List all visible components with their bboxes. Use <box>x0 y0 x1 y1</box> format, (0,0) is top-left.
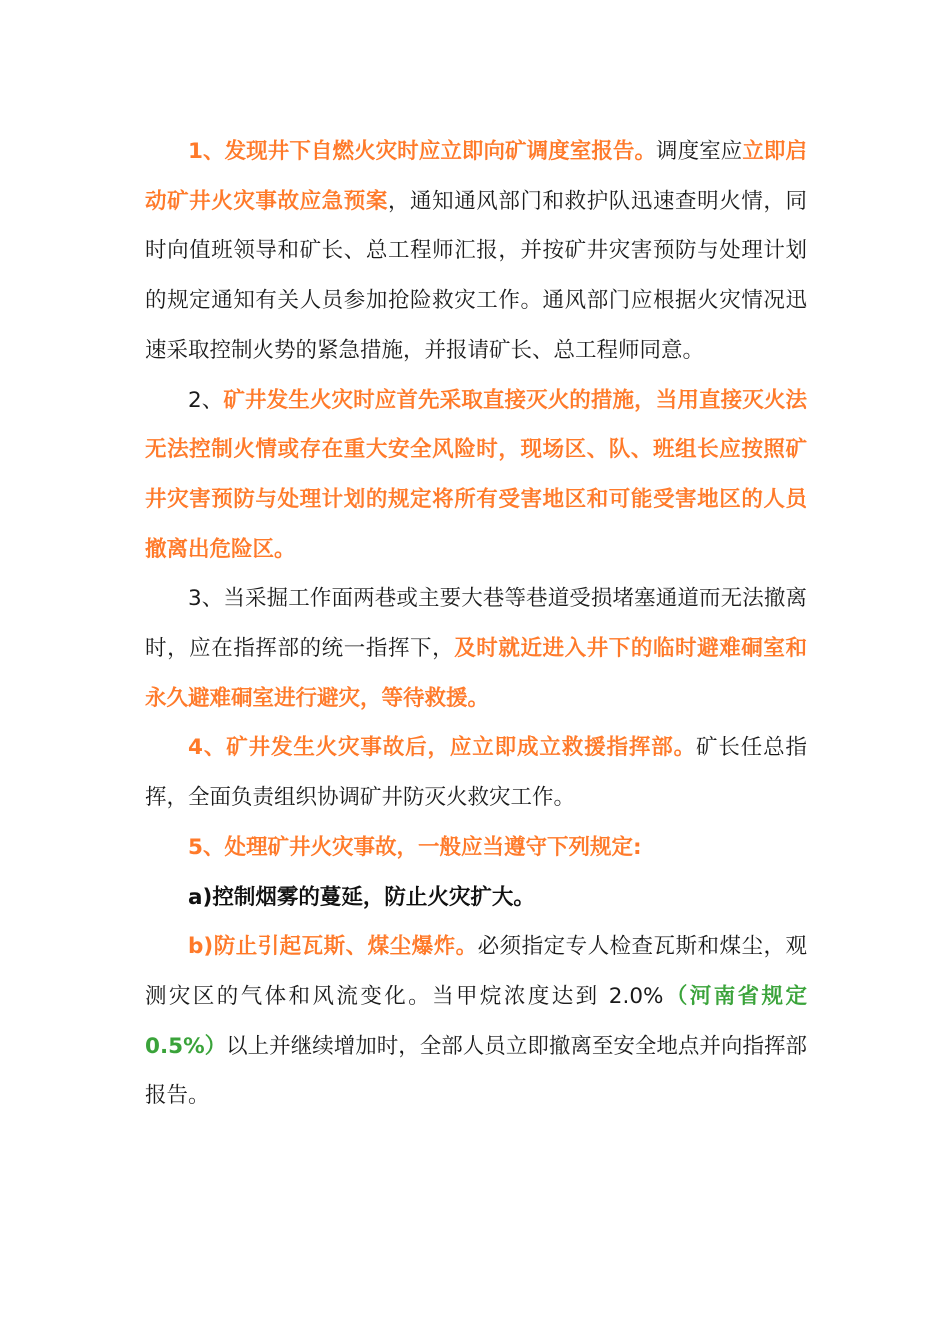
text-segment: 3、当采掘工作面两巷或主要大巷等巷道受损堵塞通道而无法撤离时，应在指挥部的统一指挥下， <box>145 586 807 662</box>
paragraph-6 <box>145 873 807 923</box>
text-segment: a)控制烟雾的蔓延，防止火灾扩大。 <box>188 884 535 910</box>
text-segment: 4、矿井发生火灾事故后，应立即成立救援指挥部。 <box>188 735 696 761</box>
text-segment: （河南省规定 0.5%） <box>145 983 807 1059</box>
paragraph-2 <box>145 376 807 575</box>
text-segment: ，通知通风部门和救护队迅速查明火情，同时向值班领导和矿长、总工程师汇报，并按矿井灾害预防与处理计划的规定通知有关人员参加抢险救灾工作。通风部门应根据火灾情况迅速采取控制火势的紧急措施，并报请矿长、总工程师同意。 <box>145 188 807 363</box>
text-segment: 矿长任总指挥，全面负责组织协调矿井防灭火救灾工作。 <box>145 735 807 811</box>
text-segment: b)防止引起瓦斯、煤尘爆炸。 <box>188 934 478 960</box>
text-segment: 及时就近进入井下的临时避难硐室和永久避难硐室进行避灾，等待救援。 <box>145 636 807 711</box>
text-segment: 调度室应 <box>656 139 743 164</box>
text-segment: 1、发现井下自燃火灾时应立即向矿调度室报告。 <box>188 139 657 164</box>
text-segment: 必须指定专人检查瓦斯和煤尘，观测灾区的气体和风流变化。当甲烷浓度达到 2.0% <box>145 934 807 1009</box>
paragraph-4 <box>145 723 807 822</box>
document-page <box>145 127 807 1121</box>
text-segment: 5、处理矿井火灾事故，一般应当遵守下列规定: <box>188 834 642 860</box>
paragraph-5 <box>145 823 807 873</box>
text-segment: 立即启动矿井火灾事故应急预案 <box>145 139 807 214</box>
paragraph-7 <box>145 922 807 1121</box>
paragraph-1 <box>145 127 807 376</box>
text-segment: 2、 <box>188 387 224 413</box>
paragraph-3 <box>145 574 807 723</box>
text-segment: 矿井发生火灾时应首先采取直接灭火的措施，当用直接灭火法无法控制火情或存在重大安全风险时，现场区、队、班组长应按照矿井灾害预防与处理计划的规定将所有受害地区和可能受害地区的人员撤离出危险区。 <box>145 387 807 562</box>
text-segment: 以上并继续增加时，全部人员立即撤离至安全地点并向指挥部报告。 <box>145 1033 807 1109</box>
